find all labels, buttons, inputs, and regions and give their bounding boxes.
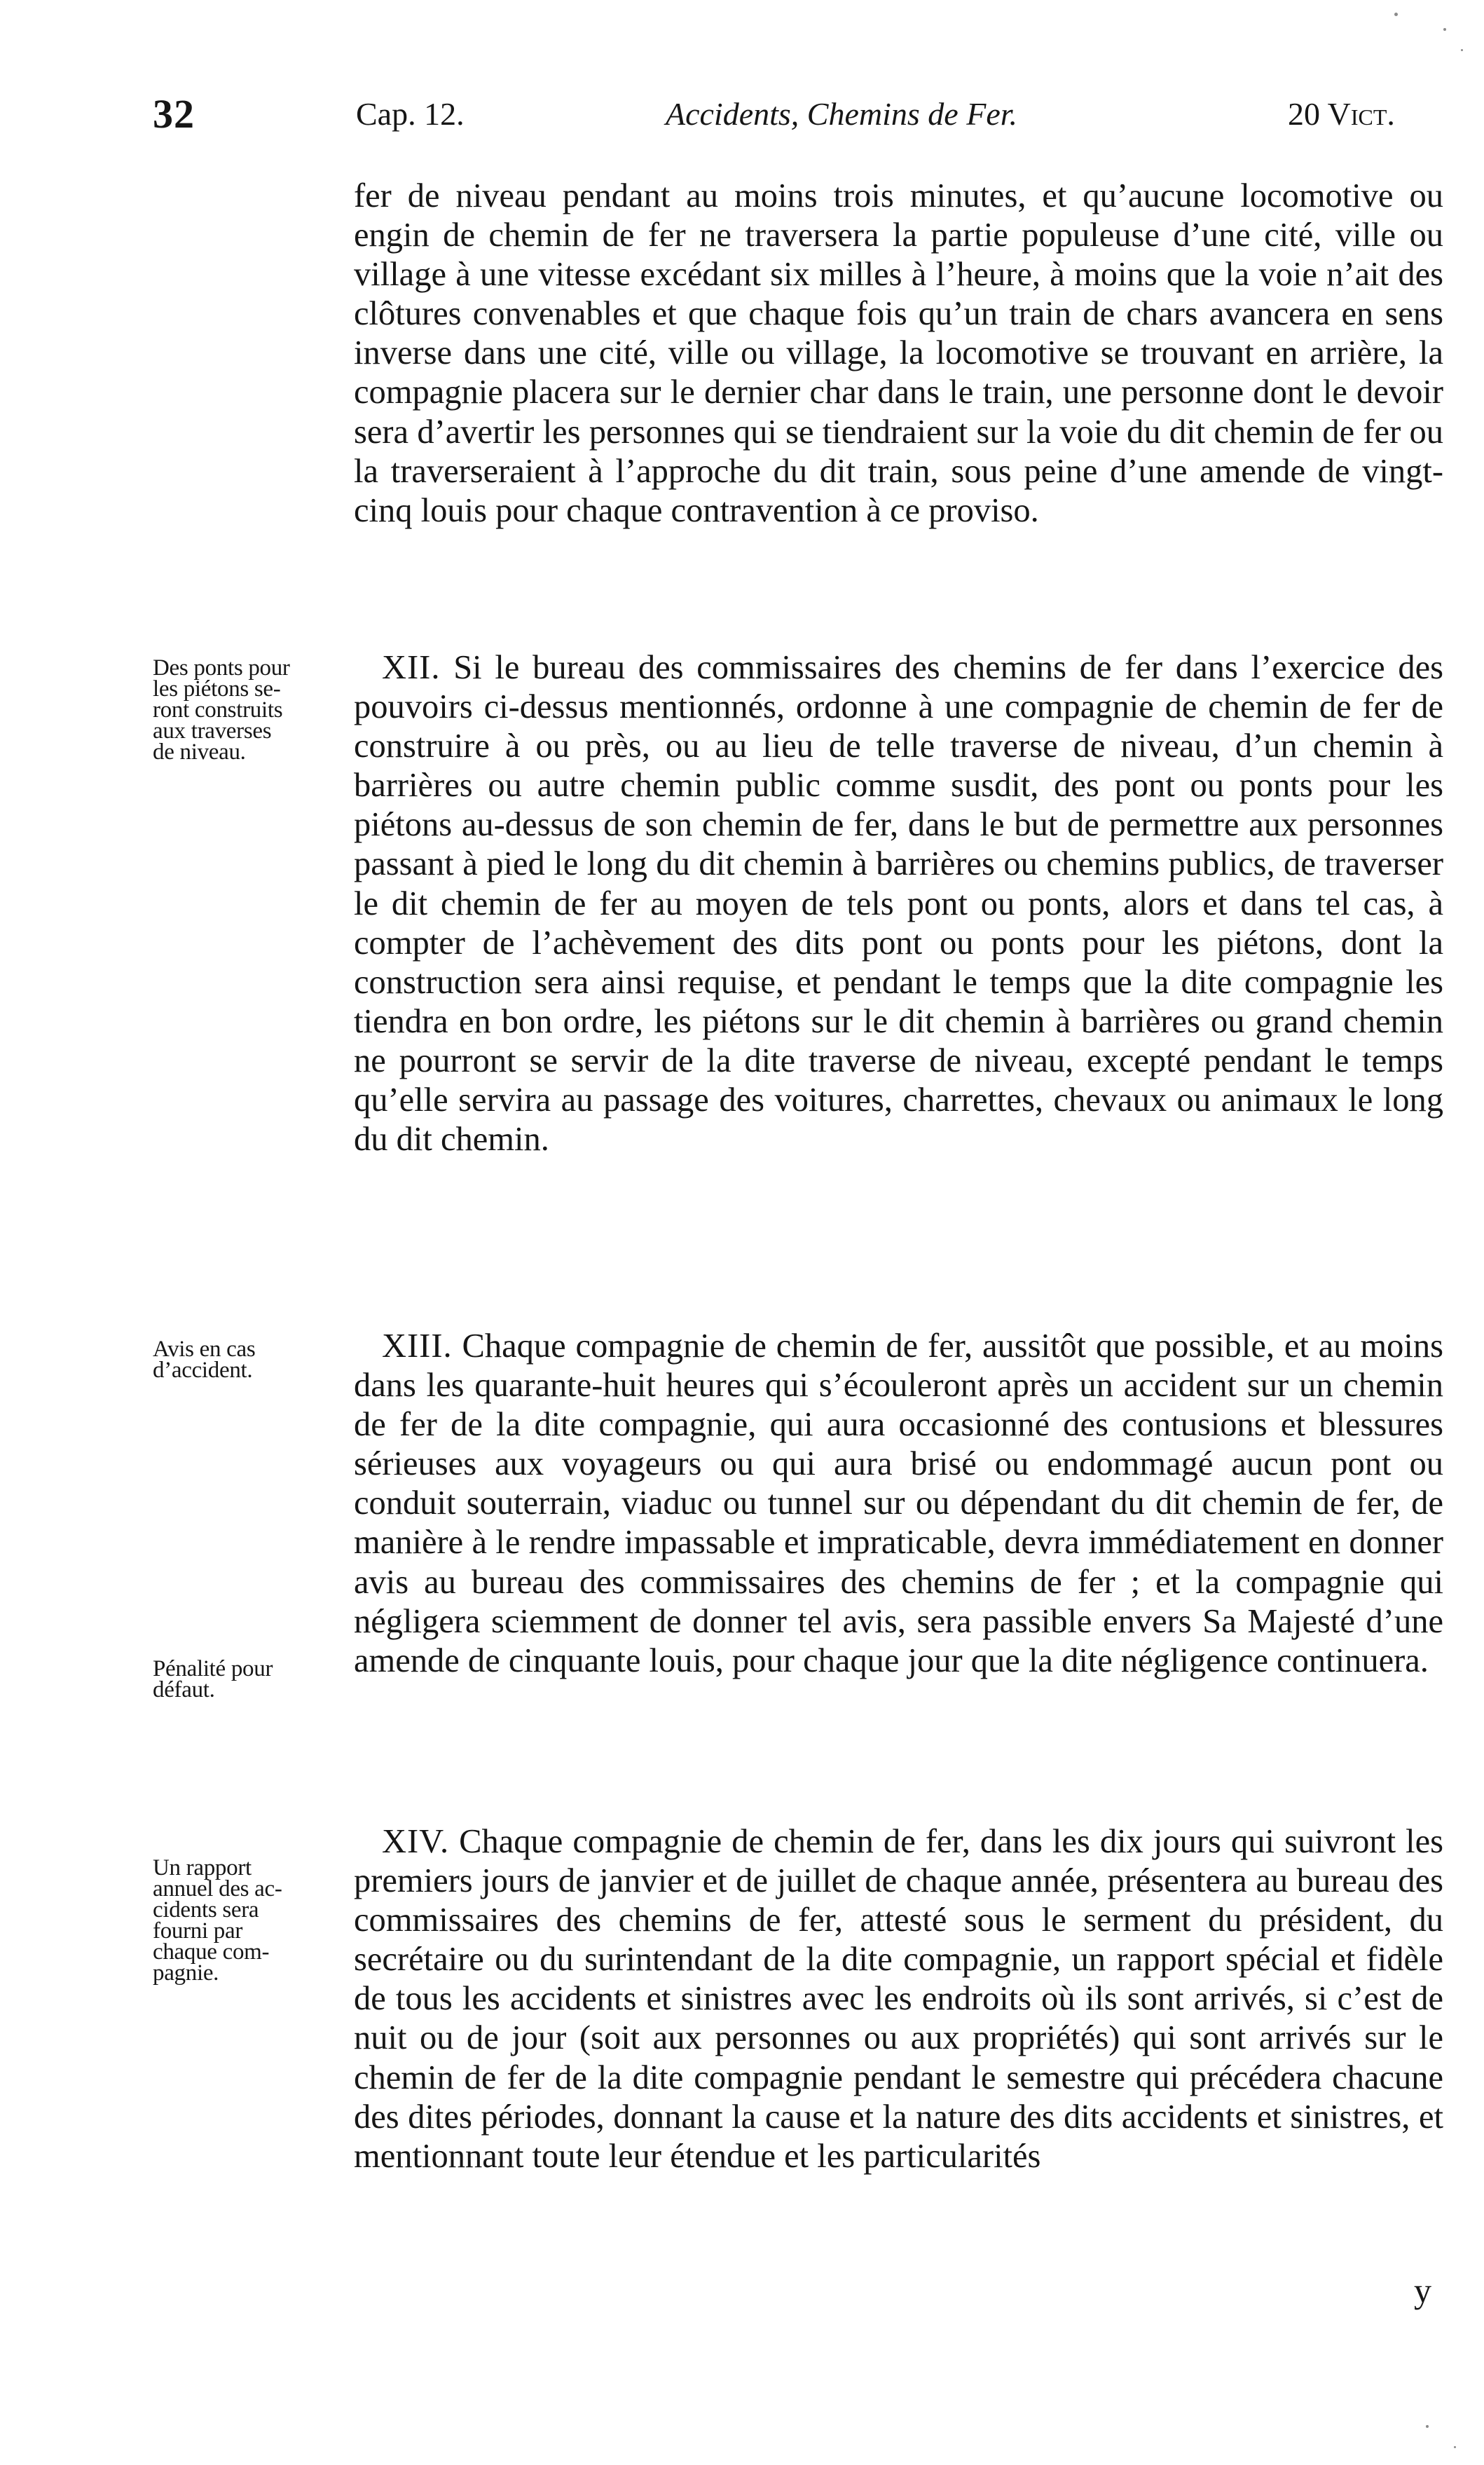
sidenote-line: Avis en cas — [153, 1337, 256, 1362]
section-body: Chaque compagnie de chemin de fer, dans les dix jours qui suivront les premiers jours de janvier et de juillet de chaque année, présentera au bureau des commissaires des chemins de fer, attesté sous le serment du président, du secrétaire ou du surintendant de la dite compagnie, un rapport spécial et fidèle de tous les accidents et sinistres avec les endroits où ils sont arrivés, si c’est de nuit ou de jour (soit aux personnes ou aux propriétés) qui sont arrivés sur le chemin de fer de la dite compagnie pendant le semestre qui précédera chacune des dites périodes, donnant la cause et la nature des dits accidents et sinistres, et mentionnant toute leur étendue et les particularités — [354, 1823, 1444, 2175]
section-xii-text — [354, 648, 1443, 1159]
section-number: XIII. — [382, 1327, 453, 1365]
continuation-paragraph — [354, 177, 1443, 531]
regnal-year: 20 Vict. — [1288, 96, 1395, 132]
section-body: Si le bureau des commissaires des chemins de fer dans l’exercice des pouvoirs ci-dessus mentionnés, ordonne à une compagnie de chemin de fer de construire à ou près, ou au lieu de telle traverse de niveau, d’un chemin à barrières ou autre chemin public comme susdit, des pont ou ponts pour les piétons au-dessus de son chemin de fer, dans le but de permettre aux personnes passant à pied le long du dit chemin à barrières ou chemins publics, de traverser le dit chemin de fer au moyen de tels pont ou ponts, alors et dans tel cas, à compter de l’achèvement des dits pont ou ponts pour les piétons, dont la construction sera ainsi requise, et pendant le temps que la dite compagnie les tiendra en bon ordre, les piétons sur le dit chemin à barrières ou grand chemin ne pourront se servir de la dite traverse de niveau, excepté pendant le temps qu’elle servira au passage des voitures, charrettes, chevaux ou animaux le long du dit chemin. — [354, 649, 1443, 1159]
sidenote-avis-accident — [153, 1339, 336, 1381]
scan-speck — [1443, 28, 1446, 31]
sidenote-line: annuel des ac- — [153, 1876, 282, 1901]
sidenote-line: Pénalité pour — [153, 1656, 273, 1681]
scan-speck — [1461, 49, 1463, 51]
sidenote-rapport-annuel — [153, 1855, 336, 1986]
sidenote-line: de niveau. — [153, 739, 246, 765]
sidenote-ponts-pietons — [153, 657, 336, 763]
section-xiv — [354, 1822, 1443, 2176]
sidenote-line: chaque com- — [153, 1939, 270, 1965]
sidenote-line: fourni par — [153, 1918, 243, 1944]
section-xii — [354, 648, 1443, 1159]
sidenote-line: pagnie. — [153, 1960, 219, 1986]
running-head — [0, 90, 1484, 139]
scan-speck — [1454, 2446, 1456, 2448]
sidenote-line: d’accident. — [153, 1358, 253, 1383]
sidenote-line: aux traverses — [153, 718, 272, 744]
sidenote-line: Un rapport — [153, 1855, 252, 1880]
catchword: y — [1414, 2271, 1431, 2310]
scan-speck — [1394, 13, 1398, 16]
section-xiv-text — [354, 1822, 1443, 2176]
sidenote-penalite-defaut — [153, 1658, 336, 1700]
scan-speck — [1426, 2425, 1429, 2428]
sidenote-line: Des ponts pour — [153, 655, 290, 681]
sidenote-line: les piétons se- — [153, 676, 281, 702]
section-xiii-text — [354, 1327, 1443, 1681]
section-number: XII. — [382, 649, 441, 686]
sidenote-line: cidents sera — [153, 1897, 259, 1923]
sidenote-line: ront construits — [153, 697, 283, 723]
chapter-label: Cap. 12. — [356, 96, 465, 132]
section-xiii — [354, 1327, 1443, 1681]
page-number: 32 — [153, 91, 195, 137]
sidenote-line: défaut. — [153, 1677, 215, 1702]
section-body: Chaque compagnie de chemin de fer, aussitôt que possible, et au moins dans les quarante-huit heures qui s’écouleront après un accident sur un chemin de fer de la dite compagnie, qui aura occasionné des contusions et blessures sérieuses aux voyageurs ou qui aura brisé ou endommagé aucun pont ou conduit souterrain, viaduc ou tunnel sur ou dépendant du dit chemin de fer, de manière à le rendre impassable et impraticable, devra immédiatement en donner avis au bureau des commissaires des chemins de fer ; et la compagnie qui négligera sciemment de donner tel avis, sera passible envers Sa Majesté d’une amende de cinquante louis, pour chaque jour que la dite négligence continuera. — [354, 1327, 1443, 1679]
running-title: Accidents, Chemins de Fer. — [666, 96, 1018, 132]
continuation-text: fer de niveau pendant au moins trois minutes, et qu’aucune locomotive ou engin de chemin de fer ne traversera la partie populeuse d’une cité, ville ou village à une vitesse excédant six milles à l’heure, à moins que la voie n’ait des clôtures convenables et que chaque fois qu’un train de chars avancera en sens inverse dans une cité, ville ou village, la locomotive se trouvant en arrière, la compagnie placera sur le dernier char dans le train, une personne dont le devoir sera d’avertir les personnes qui se tiendraient sur la voie du dit chemin de fer ou la traverseraient à l’approche du dit train, sous peine d’une amende de vingt-cinq louis pour chaque contravention à ce proviso. — [354, 177, 1443, 529]
section-number: XIV. — [382, 1823, 450, 1860]
